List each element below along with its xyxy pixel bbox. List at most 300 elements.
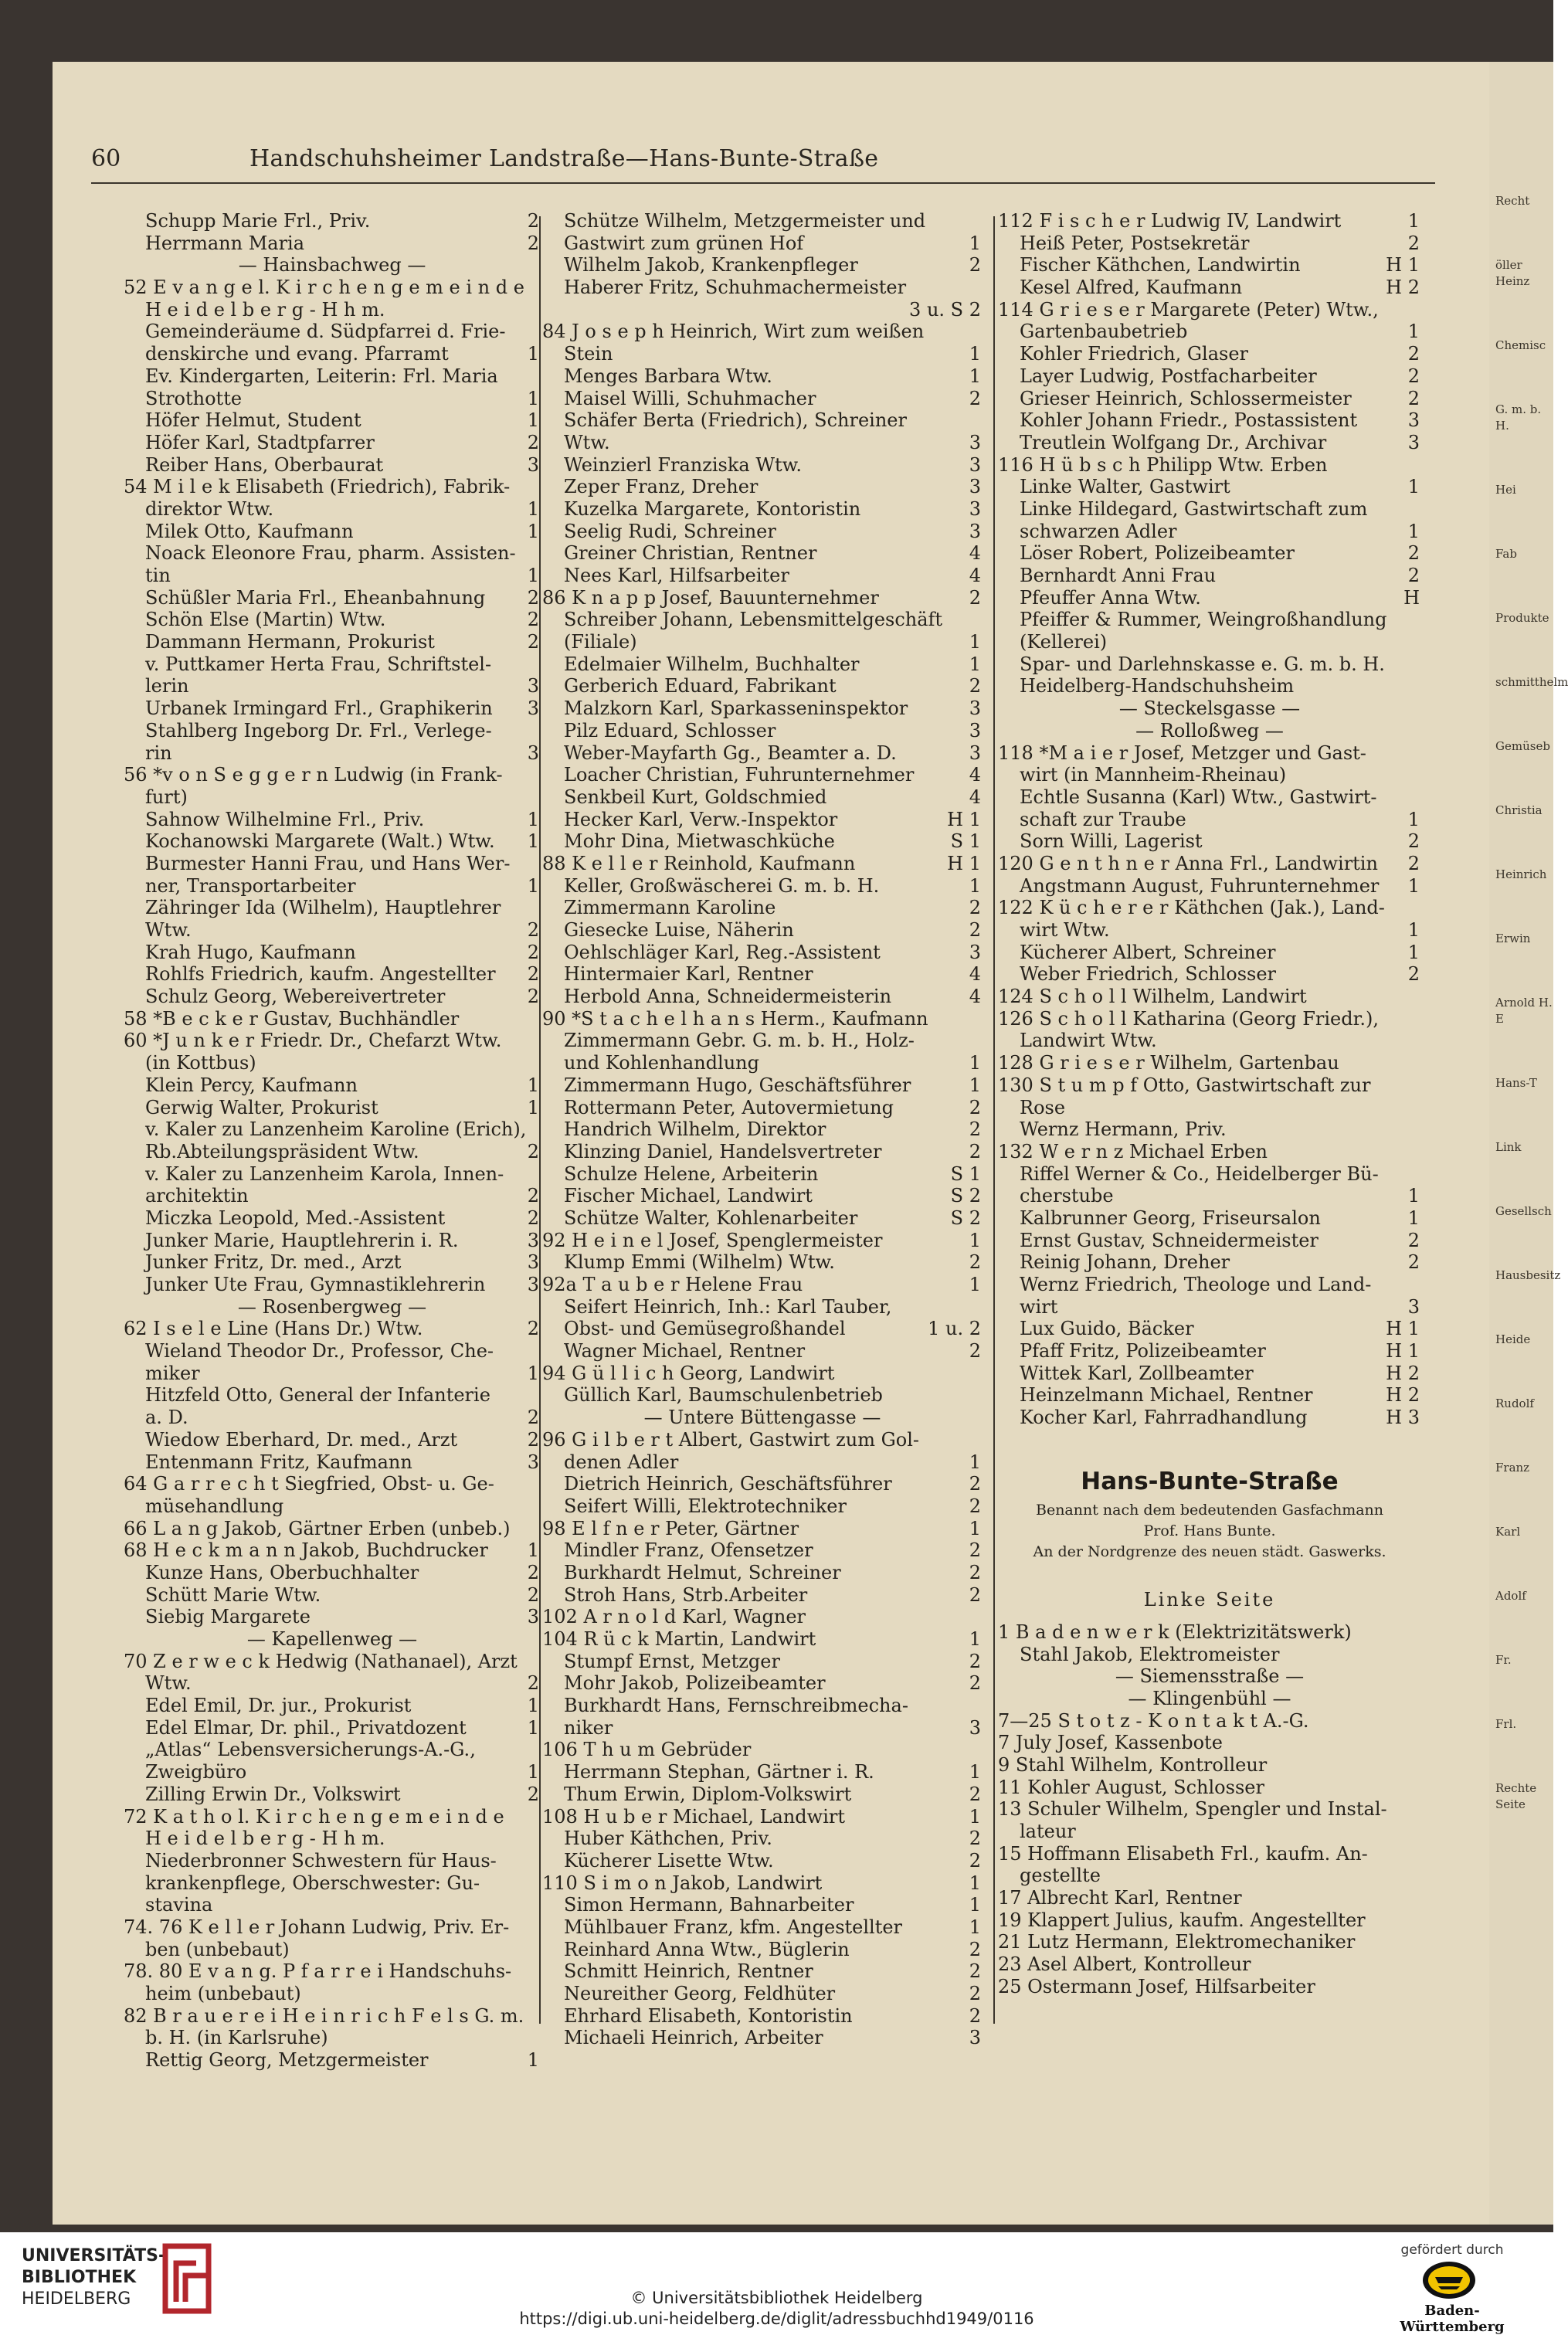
directory-entry bbox=[998, 232, 1421, 255]
directory-entry bbox=[998, 1318, 1421, 1340]
floor-marker: 2 bbox=[527, 210, 539, 232]
floor-marker: 3 bbox=[969, 520, 981, 542]
entry-text: — Siemensstraße — bbox=[1115, 1665, 1305, 1688]
street-heading: Hans-Bunte-Straße bbox=[1081, 1467, 1339, 1495]
entry-text: 9 Stahl Wilhelm, Kontrolleur bbox=[998, 1753, 1268, 1776]
directory-entry bbox=[542, 1141, 983, 1163]
directory-entry bbox=[542, 1384, 983, 1407]
directory-entry bbox=[542, 1850, 983, 1872]
column-rule-left bbox=[539, 216, 541, 2024]
floor-marker: 1 bbox=[969, 653, 981, 675]
adjacent-page-text bbox=[1495, 193, 1568, 1970]
entry-text: 106 T h u m Gebrüder bbox=[542, 1739, 752, 1761]
directory-entry bbox=[998, 1976, 1421, 1998]
entry-text: Dammann Hermann, Prokurist bbox=[145, 631, 435, 653]
entry-text: Schupp Marie Frl., Priv. bbox=[145, 210, 371, 232]
directory-entry bbox=[542, 875, 983, 898]
floor-marker: 1 bbox=[1407, 941, 1420, 963]
entry-text: Reinhard Anna Wtw., Büglerin bbox=[564, 1938, 850, 1960]
entry-text: 94 G ü l l i c h Georg, Landwirt bbox=[542, 1362, 835, 1384]
entry-text: Grieser Heinrich, Schlossermeister bbox=[1020, 387, 1352, 409]
floor-marker: 1 bbox=[527, 1539, 539, 1562]
directory-entry bbox=[542, 853, 983, 875]
floor-marker: 1 bbox=[527, 1695, 539, 1717]
directory-entry bbox=[124, 542, 541, 565]
directory-entry bbox=[124, 454, 541, 477]
floor-marker: 1 bbox=[969, 365, 981, 387]
directory-entry bbox=[998, 653, 1421, 676]
directory-entry bbox=[542, 1495, 983, 1518]
fragment-text: Hei bbox=[1495, 483, 1516, 497]
floor-marker: 3 bbox=[527, 742, 539, 764]
directory-entry bbox=[998, 409, 1421, 432]
directory-entry bbox=[998, 454, 1421, 477]
directory-entry bbox=[124, 321, 541, 343]
directory-entry bbox=[542, 299, 983, 321]
permalink[interactable]: https://digi.ub.uni-heidelberg.de/diglit/adressbuchhd1949/0116 bbox=[519, 2310, 1034, 2328]
fragment-text: Produkte bbox=[1495, 611, 1549, 625]
entry-text: 62 I s e l e Line (Hans Dr.) Wtw. bbox=[124, 1318, 423, 1340]
state-crest-icon bbox=[1420, 2260, 1478, 2300]
entry-text: miker bbox=[145, 1362, 200, 1384]
floor-marker: 3 bbox=[527, 1451, 539, 1473]
entry-text: Fischer Käthchen, Landwirtin bbox=[1020, 254, 1301, 277]
entry-text: 52 E v a n g e l. K i r c h e n g e m e i n d e bbox=[124, 277, 524, 299]
floor-marker: 1 bbox=[1407, 520, 1420, 542]
entry-text: gestellte bbox=[1020, 1865, 1101, 1887]
cross-street bbox=[998, 1665, 1421, 1688]
entry-text: Linke Hildegard, Gastwirtschaft zum bbox=[1020, 497, 1368, 520]
entry-text: 114 G r i e s e r Margarete (Peter) Wtw., bbox=[998, 298, 1379, 321]
directory-entry bbox=[124, 232, 541, 255]
entry-text: Schäfer Berta (Friedrich), Schreiner bbox=[564, 409, 907, 432]
entry-text: „Atlas“ Lebensversicherungs-A.-G., bbox=[145, 1739, 476, 1761]
directory-entry bbox=[124, 609, 541, 631]
directory-entry bbox=[124, 365, 541, 388]
floor-marker: 1 bbox=[969, 1229, 981, 1251]
entry-text: Rettig Georg, Metzgermeister bbox=[145, 2049, 429, 2072]
floor-marker: 2 bbox=[1407, 830, 1420, 853]
directory-entry bbox=[124, 2005, 541, 2028]
entry-text: wirt (in Mannheim-Rheinau) bbox=[1020, 764, 1287, 786]
entry-text: 104 R ü c k Martin, Landwirt bbox=[542, 1628, 816, 1650]
entry-text: wirt Wtw. bbox=[1020, 919, 1110, 941]
entry-text: Huber Käthchen, Priv. bbox=[564, 1828, 772, 1850]
directory-entry bbox=[124, 1960, 541, 1983]
fragment-text: Franz bbox=[1495, 1461, 1530, 1475]
entry-text: Kalbrunner Georg, Friseursalon bbox=[1020, 1207, 1321, 1229]
entry-text: Hecker Karl, Verw.-Inspektor bbox=[564, 808, 838, 830]
floor-marker: 1 bbox=[1407, 1207, 1420, 1229]
floor-marker: 1 bbox=[969, 1074, 981, 1096]
directory-entry bbox=[124, 2049, 541, 2072]
entry-text: — Klingenbühl — bbox=[1128, 1687, 1291, 1709]
entry-text: denskirche und evang. Pfarramt bbox=[145, 343, 449, 365]
floor-marker: 1 bbox=[527, 409, 539, 432]
directory-entry bbox=[124, 1584, 541, 1607]
entry-text: Maisel Willi, Schuhmacher bbox=[564, 387, 816, 409]
entry-text: Gerwig Walter, Prokurist bbox=[145, 1096, 378, 1118]
directory-entry bbox=[542, 697, 983, 720]
cross-street bbox=[998, 720, 1421, 742]
directory-entry bbox=[542, 830, 983, 853]
directory-entry bbox=[542, 1296, 983, 1319]
entry-text: 25 Ostermann Josef, Hilfsarbeiter bbox=[998, 1975, 1315, 1997]
entry-text: Niederbronner Schwestern für Haus- bbox=[145, 1849, 497, 1872]
floor-marker: 3 bbox=[969, 476, 981, 498]
directory-entry bbox=[998, 1363, 1421, 1385]
directory-entry bbox=[124, 1451, 541, 1474]
directory-entry bbox=[124, 1983, 541, 2005]
directory-entry bbox=[124, 1739, 541, 1761]
directory-entry bbox=[124, 388, 541, 410]
floor-marker: 1 bbox=[969, 874, 981, 897]
entry-text: 108 H u b e r Michael, Landwirt bbox=[542, 1805, 846, 1828]
directory-entry bbox=[542, 963, 983, 986]
directory-entry bbox=[542, 1761, 983, 1783]
directory-entry bbox=[998, 210, 1421, 232]
fragment-text: Recht bbox=[1495, 194, 1530, 208]
directory-entry bbox=[124, 1495, 541, 1518]
entry-text: Heinzelmann Michael, Rentner bbox=[1020, 1384, 1313, 1407]
fragment-text: Gesellsch bbox=[1495, 1204, 1552, 1218]
entry-text: 72 K a t h o l. K i r c h e n g e m e i n d e bbox=[124, 1805, 504, 1828]
floor-marker: 4 bbox=[969, 963, 981, 986]
directory-entry bbox=[124, 498, 541, 521]
entry-text: Greiner Christian, Rentner bbox=[564, 542, 817, 565]
entry-text: 1 B a d e n w e r k (Elektrizitätswerk) bbox=[998, 1621, 1352, 1643]
floor-marker: 2 bbox=[527, 232, 539, 254]
entry-text: Bernhardt Anni Frau bbox=[1020, 565, 1217, 586]
directory-entry bbox=[124, 720, 541, 742]
directory-entry bbox=[998, 1274, 1421, 1296]
directory-entry bbox=[124, 277, 541, 299]
directory-entry bbox=[998, 1777, 1421, 1799]
entry-text: Sorn Willi, Lagerist bbox=[1020, 830, 1203, 853]
fragment-text: Rudolf bbox=[1495, 1397, 1534, 1410]
entry-text: Pfaff Fritz, Polizeibeamter bbox=[1020, 1340, 1266, 1363]
directory-entry bbox=[542, 986, 983, 1008]
entry-text: tin bbox=[145, 565, 171, 586]
entry-text: direktor Wtw. bbox=[145, 497, 274, 520]
floor-marker: 3 bbox=[527, 1229, 539, 1251]
floor-marker: 2 bbox=[969, 1140, 981, 1162]
directory-entry bbox=[998, 830, 1421, 853]
directory-entry bbox=[542, 1185, 983, 1207]
directory-entry bbox=[124, 1783, 541, 1806]
floor-marker: 3 bbox=[1407, 431, 1420, 453]
directory-entry bbox=[542, 521, 983, 543]
floor-marker: 2 bbox=[969, 1340, 981, 1363]
directory-entry bbox=[998, 1008, 1421, 1030]
entry-text: Schütze Walter, Kohlenarbeiter bbox=[564, 1207, 858, 1229]
directory-entry bbox=[998, 1865, 1421, 1887]
directory-entry bbox=[542, 1695, 983, 1717]
entry-text: Mohr Dina, Mietwaschküche bbox=[564, 830, 835, 853]
floor-marker: 1 bbox=[969, 232, 981, 254]
directory-entry bbox=[124, 809, 541, 831]
floor-marker: 1 bbox=[969, 631, 981, 653]
entry-text: Klump Emmi (Wilhelm) Wtw. bbox=[564, 1251, 835, 1274]
entry-text: Spar- und Darlehnskasse e. G. m. b. H. bbox=[1020, 653, 1385, 675]
floor-marker: 2 bbox=[527, 1407, 539, 1429]
entry-text: Schulz Georg, Webereivertreter bbox=[145, 986, 446, 1008]
directory-entry bbox=[124, 1074, 541, 1097]
directory-entry bbox=[998, 897, 1421, 919]
entry-text: Krah Hugo, Kaufmann bbox=[145, 941, 356, 963]
entry-text: Neureither Georg, Feldhüter bbox=[564, 1983, 836, 2004]
floor-marker: 1 bbox=[969, 1628, 981, 1650]
entry-text: Wernz Friedrich, Theologe und Land- bbox=[1020, 1274, 1372, 1295]
entry-text: Kohler Johann Friedr., Postassistent bbox=[1020, 409, 1358, 432]
floor-marker: 3 bbox=[527, 1251, 539, 1274]
directory-entry bbox=[998, 609, 1421, 631]
floor-marker: 1 bbox=[1407, 1185, 1420, 1207]
directory-entry bbox=[124, 1539, 541, 1562]
entry-text: Dietrich Heinrich, Geschäftsführer bbox=[564, 1473, 892, 1495]
floor-marker: 1 bbox=[527, 520, 539, 542]
directory-entry bbox=[998, 1798, 1421, 1821]
directory-entry bbox=[542, 1939, 983, 1961]
directory-entry bbox=[124, 830, 541, 853]
entry-text: wirt bbox=[1020, 1295, 1058, 1318]
directory-entry bbox=[542, 1539, 983, 1562]
directory-entry bbox=[124, 1008, 541, 1030]
entry-text: 56 *v o n S e g g e r n Ludwig (in Frank- bbox=[124, 764, 503, 786]
fragment-text: Rechte Seite bbox=[1495, 1781, 1537, 1811]
floor-marker: 1 bbox=[1407, 321, 1420, 343]
directory-entry bbox=[124, 631, 541, 653]
entry-text: Edel Emil, Dr. jur., Prokurist bbox=[145, 1695, 412, 1717]
directory-entry bbox=[124, 786, 541, 809]
entry-text: Wagner Michael, Rentner bbox=[564, 1340, 806, 1363]
directory-entry bbox=[124, 1562, 541, 1584]
directory-entry bbox=[542, 631, 983, 653]
floor-marker: 2 bbox=[1407, 343, 1420, 365]
directory-entry bbox=[124, 521, 541, 543]
floor-marker: 3 bbox=[969, 2027, 981, 2049]
floor-marker: 3 u. S 2 bbox=[909, 298, 981, 321]
entry-text: krankenpflege, Oberschwester: Gu- bbox=[145, 1872, 480, 1894]
entry-text: Noack Eleonore Frau, pharm. Assisten- bbox=[145, 542, 516, 565]
floor-marker: 1 bbox=[1407, 210, 1420, 232]
floor-marker: 2 bbox=[969, 675, 981, 697]
directory-entry bbox=[542, 1318, 983, 1340]
floor-marker: 2 bbox=[969, 1561, 981, 1583]
floor-marker: 2 bbox=[969, 2004, 981, 2027]
directory-entry bbox=[542, 2005, 983, 2028]
entry-text: 88 K e l l e r Reinhold, Kaufmann bbox=[542, 852, 856, 874]
entry-text: 98 E l f n e r Peter, Gärtner bbox=[542, 1517, 799, 1539]
entry-text: Entenmann Fritz, Kaufmann bbox=[145, 1451, 412, 1473]
floor-marker: 2 bbox=[969, 387, 981, 409]
entry-text: Zeper Franz, Dreher bbox=[564, 476, 759, 498]
floor-marker: 2 bbox=[527, 586, 539, 609]
directory-entry bbox=[998, 1710, 1421, 1733]
directory-entry bbox=[124, 919, 541, 942]
directory-entry bbox=[124, 986, 541, 1008]
directory-entry bbox=[542, 587, 983, 609]
entry-text: Loacher Christian, Fuhrunternehmer bbox=[564, 764, 915, 786]
entry-text: 118 *M a i e r Josef, Metzger und Gast- bbox=[998, 742, 1366, 764]
entry-text: 74. 76 K e l l e r Johann Ludwig, Priv. Er- bbox=[124, 1916, 510, 1938]
entry-text: Herrmann Maria bbox=[145, 232, 305, 254]
directory-entry bbox=[124, 897, 541, 919]
directory-entry bbox=[998, 942, 1421, 964]
entry-text: Herbold Anna, Schneidermeisterin bbox=[564, 986, 892, 1008]
floor-marker: S 1 bbox=[950, 1162, 981, 1185]
street-note: Prof. Hans Bunte. bbox=[1143, 1522, 1276, 1539]
directory-entry bbox=[124, 343, 541, 365]
entry-text: 15 Hoffmann Elisabeth Frl., kaufm. An- bbox=[998, 1842, 1368, 1865]
floor-marker: 3 bbox=[527, 1274, 539, 1295]
directory-entry bbox=[542, 1562, 983, 1584]
directory-entry bbox=[998, 1097, 1421, 1119]
entry-text: schaft zur Traube bbox=[1020, 808, 1186, 830]
floor-marker: 4 bbox=[969, 986, 981, 1008]
entry-text: — Steckelsgasse — bbox=[1118, 697, 1301, 720]
floor-marker: 3 bbox=[527, 697, 539, 720]
directory-entry bbox=[998, 875, 1421, 898]
directory-entry bbox=[542, 1251, 983, 1274]
entry-text: 92a T a u b e r Helene Frau bbox=[542, 1274, 803, 1295]
cross-street bbox=[998, 697, 1421, 720]
directory-entry bbox=[998, 1754, 1421, 1777]
directory-entry bbox=[542, 1163, 983, 1186]
entry-text: Riffel Werner & Co., Heidelberger Bü- bbox=[1020, 1162, 1379, 1185]
directory-entry bbox=[998, 343, 1421, 365]
fragment-text: Heide bbox=[1495, 1332, 1531, 1346]
logo-line-2: BIBLIOTHEK bbox=[22, 2268, 137, 2287]
directory-entry bbox=[998, 365, 1421, 388]
directory-entry bbox=[542, 498, 983, 521]
entry-text: Miczka Leopold, Med.-Assistent bbox=[145, 1207, 446, 1229]
directory-entry bbox=[998, 1185, 1421, 1207]
floor-marker: 2 bbox=[1407, 963, 1420, 986]
directory-entry bbox=[998, 1340, 1421, 1363]
floor-marker: 1 bbox=[527, 343, 539, 365]
directory-entry bbox=[124, 1163, 541, 1186]
floor-marker: 2 bbox=[1407, 1229, 1420, 1251]
floor-marker: 2 bbox=[527, 1561, 539, 1583]
entry-text: Löser Robert, Polizeibeamter bbox=[1020, 542, 1295, 565]
floor-marker: 2 bbox=[969, 919, 981, 941]
entry-text: rin bbox=[145, 742, 172, 764]
fragment-text: Erwin bbox=[1495, 932, 1531, 945]
entry-text: 96 G i l b e r t Albert, Gastwirt zum Gol- bbox=[542, 1428, 920, 1451]
directory-entry bbox=[998, 1207, 1421, 1230]
street-note: Benannt nach dem bedeutenden Gasfachmann bbox=[1035, 1501, 1384, 1519]
fragment-text: Fr. bbox=[1495, 1653, 1512, 1667]
directory-entry bbox=[124, 1097, 541, 1119]
entry-text: Obst- und Gemüsegroßhandel bbox=[564, 1318, 846, 1340]
directory-entry bbox=[998, 299, 1421, 321]
entry-text: v. Puttkamer Herta Frau, Schriftstel- bbox=[145, 653, 492, 675]
floor-marker: 1 bbox=[527, 1074, 539, 1096]
floor-marker: 4 bbox=[969, 565, 981, 586]
floor-marker: 2 bbox=[969, 1096, 981, 1118]
entry-text: Stahlberg Ingeborg Dr. Frl., Verlege- bbox=[145, 719, 492, 742]
entry-text: v. Kaler zu Lanzenheim Karoline (Erich), bbox=[145, 1118, 527, 1141]
entry-text: Mindler Franz, Ofensetzer bbox=[564, 1539, 813, 1562]
entry-text: Ehrhard Elisabeth, Kontoristin bbox=[564, 2004, 853, 2027]
directory-entry bbox=[998, 1953, 1421, 1976]
directory-entry bbox=[542, 1739, 983, 1761]
entry-text: Reiber Hans, Oberbaurat bbox=[145, 453, 384, 476]
fragment-text: Heinrich bbox=[1495, 867, 1547, 881]
directory-entry bbox=[998, 1030, 1421, 1052]
directory-entry bbox=[542, 897, 983, 919]
entry-text: 110 S i m o n Jakob, Landwirt bbox=[542, 1872, 823, 1894]
entry-text: cherstube bbox=[1020, 1185, 1114, 1207]
directory-entry bbox=[998, 476, 1421, 498]
entry-text: Schütt Marie Wtw. bbox=[145, 1583, 321, 1606]
floor-marker: H 1 bbox=[1386, 254, 1420, 277]
directory-entry bbox=[124, 476, 541, 498]
directory-entry bbox=[124, 1274, 541, 1296]
entry-text: Handrich Wilhelm, Direktor bbox=[564, 1118, 826, 1141]
entry-text: Giesecke Luise, Näherin bbox=[564, 919, 794, 941]
directory-entry bbox=[542, 254, 983, 277]
entry-text: Pfeiffer & Rummer, Weingroßhandlung bbox=[1020, 609, 1387, 631]
floor-marker: 2 bbox=[527, 1140, 539, 1162]
floor-marker: 2 bbox=[527, 986, 539, 1008]
floor-marker: 2 bbox=[1407, 387, 1420, 409]
entry-text: architektin bbox=[145, 1185, 249, 1207]
floor-marker: 2 bbox=[1407, 365, 1420, 387]
entry-text: Heiß Peter, Postsekretär bbox=[1020, 232, 1250, 254]
entry-text: Menges Barbara Wtw. bbox=[564, 365, 772, 387]
directory-entry bbox=[124, 1939, 541, 1961]
entry-text: 19 Klappert Julius, kaufm. Angestellter bbox=[998, 1909, 1366, 1931]
floor-marker: H 1 bbox=[947, 808, 981, 830]
entry-text: Stahl Jakob, Elektromeister bbox=[1020, 1643, 1280, 1665]
floor-marker: 4 bbox=[969, 542, 981, 565]
directory-entry bbox=[998, 542, 1421, 565]
entry-text: Angstmann August, Fuhrunternehmer bbox=[1020, 874, 1380, 897]
directory-entry bbox=[998, 1931, 1421, 1953]
entry-text: Nees Karl, Hilfsarbeiter bbox=[564, 565, 789, 586]
entry-text: Wilhelm Jakob, Krankenpfleger bbox=[564, 254, 858, 277]
directory-entry bbox=[998, 321, 1421, 343]
directory-entry bbox=[542, 1429, 983, 1451]
directory-entry bbox=[998, 963, 1421, 986]
entry-text: Hintermaier Karl, Rentner bbox=[564, 963, 813, 986]
entry-text: Senkbeil Kurt, Goldschmied bbox=[564, 786, 827, 808]
floor-marker: 2 bbox=[527, 1428, 539, 1451]
directory-entry bbox=[542, 210, 983, 232]
directory-entry bbox=[542, 720, 983, 742]
entry-text: Kücherer Lisette Wtw. bbox=[564, 1849, 774, 1872]
fragment-text: öller Heinz bbox=[1495, 258, 1530, 288]
floor-marker: 3 bbox=[527, 453, 539, 476]
floor-marker: 3 bbox=[527, 675, 539, 697]
floor-marker: 2 bbox=[527, 963, 539, 986]
directory-entry bbox=[542, 277, 983, 299]
entry-text: Wtw. bbox=[564, 431, 610, 453]
entry-text: Kochanowski Margarete (Walt.) Wtw. bbox=[145, 830, 495, 853]
floor-marker: 2 bbox=[527, 941, 539, 963]
entry-text: Thum Erwin, Diplom-Volkswirt bbox=[564, 1783, 852, 1805]
floor-marker: H 1 bbox=[1386, 1340, 1420, 1363]
entry-text: Treutlein Wolfgang Dr., Archivar bbox=[1020, 431, 1327, 453]
entry-text: Wtw. bbox=[145, 919, 192, 941]
directory-entry bbox=[998, 1909, 1421, 1932]
entry-text: 60 *J u n k e r Friedr. Dr., Chefarzt Wtw. bbox=[124, 1030, 502, 1052]
directory-entry bbox=[542, 365, 983, 388]
directory-entry bbox=[998, 587, 1421, 609]
entry-text: Güllich Karl, Baumschulenbetrieb bbox=[564, 1384, 883, 1407]
